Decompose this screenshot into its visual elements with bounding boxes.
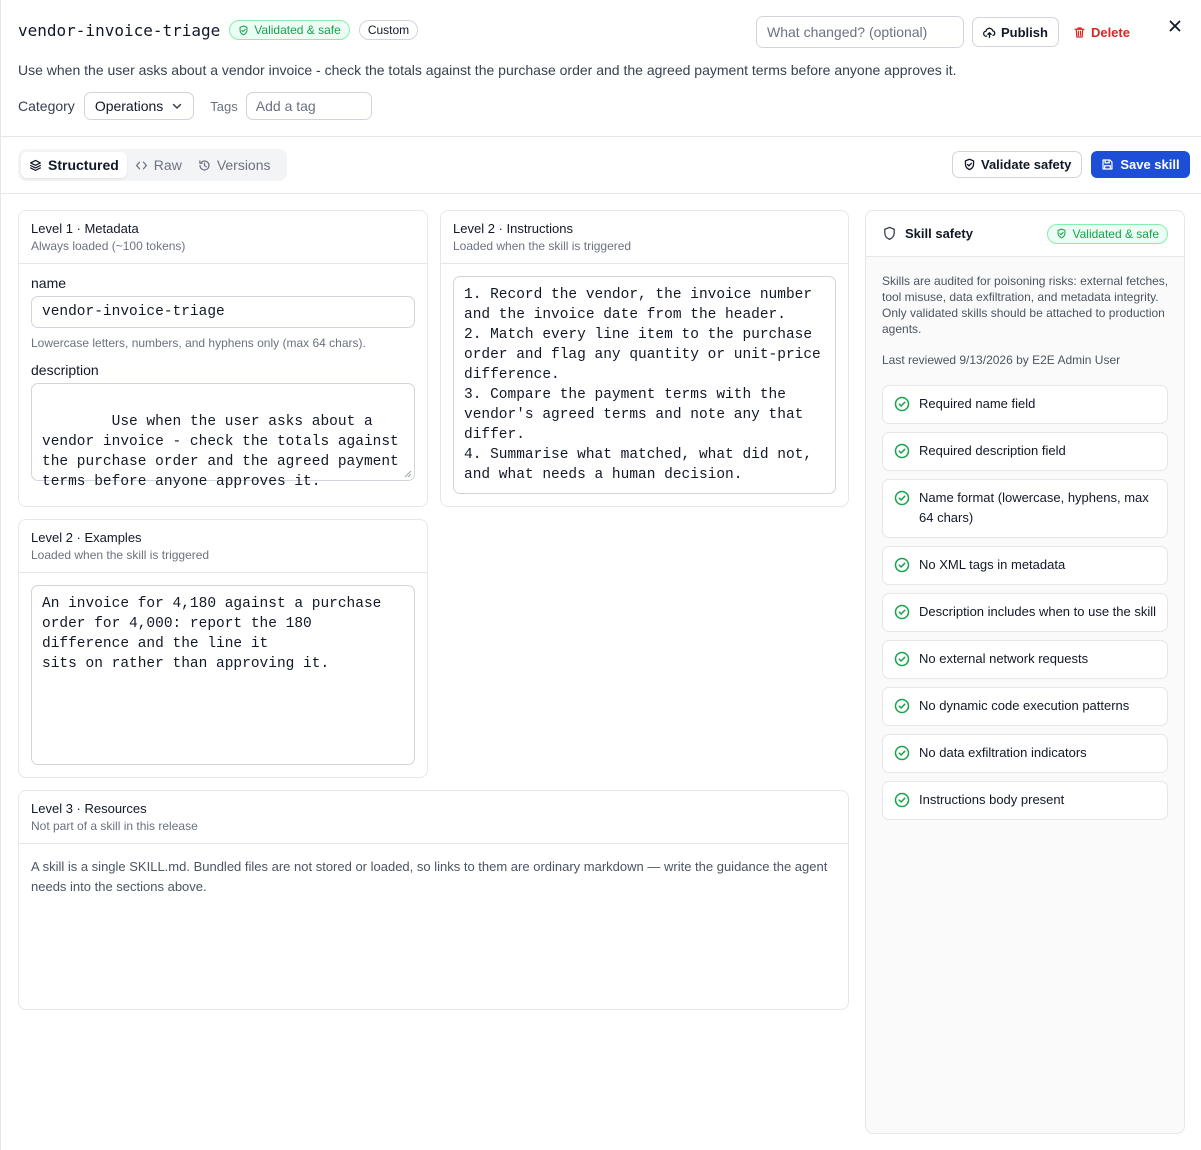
type-badge: Custom [359,20,418,40]
shield-icon [882,226,897,241]
safety-check-label: Instructions body present [919,792,1065,807]
publish-button[interactable] [972,17,1059,47]
description-field-label: description [31,362,99,378]
save-skill-label: Save skill [1120,157,1180,172]
skill-safety-panel [865,210,1185,1134]
shield-check-icon [1056,228,1067,239]
safety-check-item [882,687,1168,726]
name-field-hint: Lowercase letters, numbers, and hyphens only (max 64 chars). [31,336,366,350]
tab-raw[interactable] [127,152,190,178]
status-badge [229,20,350,40]
safety-check-item [882,734,1168,773]
check-circle-icon [894,792,910,808]
history-icon [198,159,211,172]
save-icon [1101,158,1114,171]
instructions-panel-title: Level 2 · Instructions [453,221,573,236]
safety-checks-list [882,385,1168,828]
save-skill-button[interactable] [1091,151,1189,178]
check-circle-icon [894,745,910,761]
code-icon [135,159,148,172]
safety-check-label: Description includes when to use the skill [919,604,1157,619]
check-circle-icon [894,490,910,506]
examples-panel-header [19,520,427,573]
skill-description: Use when the user asks about a vendor invoice - check the totals against the purchase order and the agreed payment terms before anyone approves it. [18,62,957,78]
safety-check-label: Required description field [919,443,1066,458]
resize-handle-icon[interactable] [404,470,412,478]
check-circle-icon [894,557,910,573]
resources-panel-subtitle: Not part of a skill in this release [31,819,198,833]
safety-status-badge [1047,224,1168,244]
name-field-label: name [31,275,67,291]
resources-note: A skill is a single SKILL.md. Bundled files are not stored or loaded, so links to them are ordinary markdown — write the guidance the agent needs into the sections above. [31,859,828,894]
name-field[interactable]: vendor-invoice-triage [31,296,415,328]
description-field[interactable] [31,383,415,490]
trash-icon [1073,26,1086,39]
delete-button-label: Delete [1090,24,1130,40]
header-actions [756,16,1130,48]
examples-panel [18,519,428,778]
editor-toolbar [1,137,1201,194]
safety-check-item [882,479,1168,538]
title-row [18,20,418,40]
category-select[interactable] [84,92,194,120]
tab-raw-label: Raw [153,157,182,173]
check-circle-icon [894,604,910,620]
check-circle-icon [894,651,910,667]
check-circle-icon [894,396,910,412]
metadata-panel [18,210,428,507]
view-tabs [18,149,287,181]
safety-check-item [882,432,1168,471]
validate-safety-button[interactable] [952,151,1082,178]
safety-check-item [882,781,1168,820]
category-value: Operations [94,98,164,114]
examples-editor[interactable]: An invoice for 4,180 against a purchase order for 4,000: report the 180 difference and the line it sits on rather than approving it. [31,585,415,765]
safety-check-label: Name format (lowercase, hyphens, max 64 chars) [919,490,1149,525]
safety-check-label: No XML tags in metadata [919,557,1066,572]
tags-label: Tags [210,98,238,114]
publish-button-label: Publish [1001,24,1048,40]
resources-panel-title: Level 3 · Resources [31,801,147,816]
close-icon[interactable] [1167,18,1183,34]
safety-check-label: Required name field [919,396,1036,411]
cloud-upload-icon [983,26,996,39]
category-label: Category [18,98,75,114]
safety-check-item [882,640,1168,679]
change-note-input[interactable] [756,16,964,48]
skill-safety-title: Skill safety [905,226,973,241]
toolbar-actions [952,151,1190,178]
safety-check-item [882,593,1168,632]
skill-name: vendor-invoice-triage [18,20,221,40]
safety-check-label: No dynamic code execution patterns [919,698,1130,713]
skill-safety-header [866,211,1184,257]
safety-check-label: No external network requests [919,651,1089,666]
shield-check-icon [963,158,976,171]
instructions-editor[interactable]: 1. Record the vendor, the invoice number and the invoice date from the header. 2. Match every line item to the purchase order and flag any quantity or unit-price difference. 3. Compare the payment terms with the vendor's agreed terms and note any that differ. 4. Summarise what matched, what did not, and what needs a human decision. [453,276,836,494]
metadata-panel-subtitle: Always loaded (~100 tokens) [31,239,186,253]
description-field-text: Use when the user asks about a vendor invoice - check the totals against the purchase order and the agreed payment terms before anyone approves it. [42,414,408,490]
validate-safety-label: Validate safety [981,157,1072,172]
tag-input[interactable] [246,92,372,120]
safety-check-item [882,546,1168,585]
examples-panel-title: Level 2 · Examples [31,530,142,545]
safety-check-item [882,385,1168,424]
chevron-down-icon [171,100,183,112]
check-circle-icon [894,698,910,714]
safety-check-label: No data exfiltration indicators [919,745,1087,760]
instructions-panel-subtitle: Loaded when the skill is triggered [453,239,632,253]
tab-structured[interactable] [21,152,127,178]
safety-note: Skills are audited for poisoning risks: external fetches, tool misuse, data exfiltration, and metadata integrity. Only validated skills should be attached to production agents. [882,274,1169,336]
safety-status-label: Validated & safe [1072,226,1159,241]
meta-row [18,92,372,120]
instructions-panel-header [441,211,848,264]
tab-structured-label: Structured [48,157,119,173]
layers-icon [29,159,42,172]
shield-check-icon [238,25,249,36]
editor-header [1,0,1201,137]
metadata-panel-header [19,211,427,264]
check-circle-icon [894,443,910,459]
examples-panel-subtitle: Loaded when the skill is triggered [31,548,210,562]
tab-versions-label: Versions [216,157,271,173]
last-reviewed: Last reviewed 9/13/2026 by E2E Admin User [882,353,1121,367]
resources-panel-header [19,791,848,844]
delete-button[interactable] [1073,25,1130,40]
tab-versions[interactable] [190,152,279,178]
resources-panel [18,790,849,1010]
metadata-panel-title: Level 1 · Metadata [31,221,139,236]
instructions-panel [440,210,849,507]
status-badge-label: Validated & safe [254,23,341,37]
